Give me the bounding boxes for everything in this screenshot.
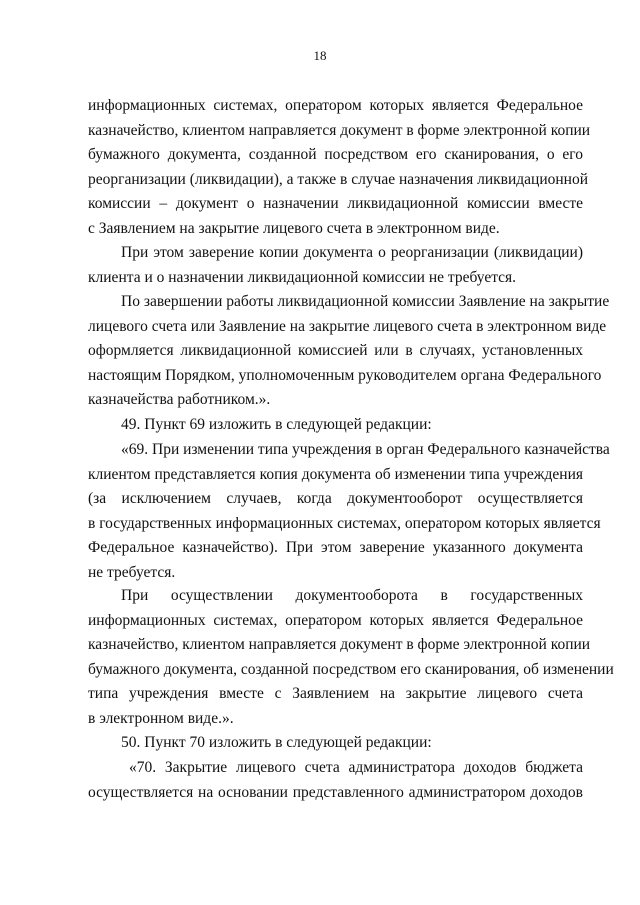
- paragraph-continuation: [88, 94, 591, 242]
- text-line: казначейство, клиентом направляется документ в форме электронной копии: [88, 636, 591, 654]
- text-line: осуществляется на основании представленного администратором доходов: [88, 783, 583, 801]
- text-line: реорганизации (ликвидации), а также в случае назначения ликвидационной: [88, 170, 589, 188]
- text-line: клиента и о назначении ликвидационной комиссии не требуется.: [88, 268, 517, 286]
- text-line: информационных системах, оператором которых является Федеральное: [88, 611, 583, 629]
- text-line: При этом заверение копии документа о реорганизации (ликвидации): [121, 244, 583, 261]
- text-line: «69. При изменении типа учреждения в орган Федерального казначейства: [121, 441, 610, 458]
- text-line: казначейства работником.».: [88, 391, 271, 409]
- paragraph-point-69: [88, 438, 610, 586]
- text-line: в электронном виде.».: [88, 709, 234, 727]
- text-line: комиссии – документ о назначении ликвидационной комиссии вместе: [88, 195, 583, 213]
- text-line: лицевого счета или Заявление на закрытие лицевого счета в электронном виде: [88, 317, 607, 335]
- paragraph-item-49: [88, 413, 583, 438]
- text-line: бумажного документа, созданной посредством его сканирования, о его: [88, 146, 583, 164]
- text-line: типа учреждения вместе с Заявлением на закрытие лицевого счета: [88, 685, 583, 703]
- text-line: Федеральное казначейство). При этом заверение указанного документа: [88, 539, 583, 557]
- text-line: в государственных информационных системах, оператором которых является: [88, 514, 601, 532]
- paragraph-certification-not-required: [88, 241, 583, 290]
- text-line: настоящим Порядком, уполномоченным руководителем органа Федерального: [88, 366, 602, 384]
- text-line: По завершении работы ликвидационной комиссии Заявление на закрытие: [121, 293, 610, 310]
- paragraph-item-50: [88, 731, 583, 756]
- text-line: клиентом представляется копия документа об изменении типа учреждения: [88, 465, 583, 483]
- text-line: с Заявлением на закрытие лицевого счета в электронном виде.: [88, 219, 500, 237]
- text-line: «70. Закрытие лицевого счета администратора доходов бюджета: [129, 759, 583, 776]
- text-line: бумажного документа, созданной посредством его сканирования, об изменении: [88, 660, 614, 678]
- text-line: При осуществлении документооборота в государственных: [121, 587, 583, 604]
- text-line: казначейство, клиентом направляется документ в форме электронной копии: [88, 121, 591, 139]
- text-line: не требуется.: [88, 563, 176, 581]
- paragraph-liquidation-completion: [88, 290, 610, 413]
- page-number: 18: [313, 48, 327, 63]
- text-line: 49. Пункт 69 изложить в следующей редакции:: [121, 416, 432, 433]
- text-line: 50. Пункт 70 изложить в следующей редакции:: [121, 734, 432, 751]
- text-line: (за исключением случаев, когда документооборот осуществляется: [88, 490, 583, 508]
- paragraph-document-flow: [88, 584, 614, 732]
- paragraph-point-70: [88, 756, 583, 805]
- text-line: оформляется ликвидационной комиссией или в случаях, установленных: [88, 342, 583, 360]
- text-line: информационных системах, оператором которых является Федеральное: [88, 97, 583, 114]
